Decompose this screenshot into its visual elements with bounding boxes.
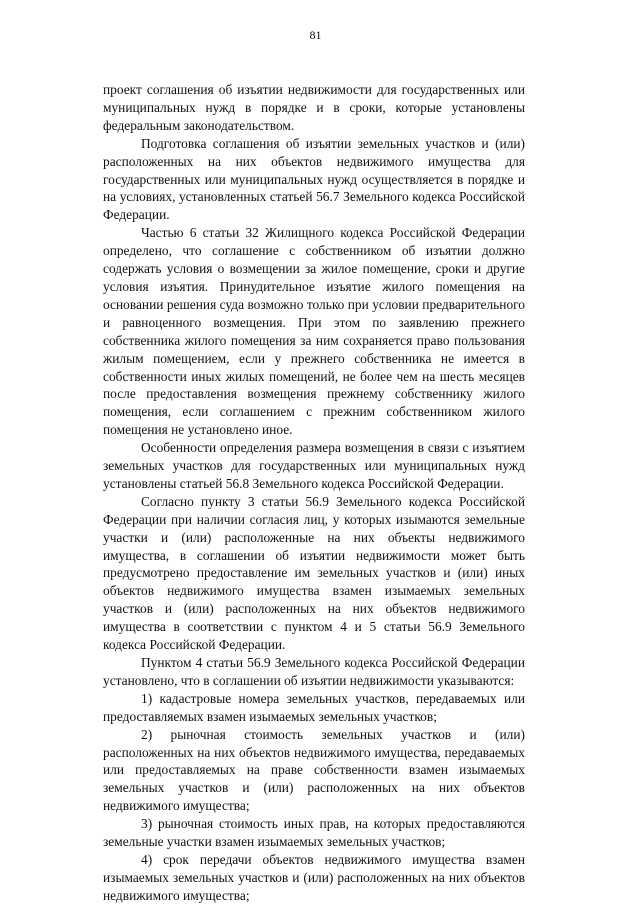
page-number: 81	[309, 28, 322, 42]
document-body	[103, 81, 525, 905]
list-item-1: 1) кадастровые номера земельных участков, передаваемых или предоставляемых взамен изымаемых земельных участков;	[103, 690, 525, 724]
list-item-4: 4) срок передачи объектов недвижимого имущества взамен изымаемых земельных участков и (или) расположенных на них объектов недвижимого имущества;	[103, 851, 525, 903]
paragraph-agreement-preparation: Подготовка соглашения об изъятии земельных участков и (или) расположенных на них объектов недвижимого имущества для государственных или муниципальных нужд осуществляется в порядке и на условиях, установленных статьей 56.7 Земельного кодекса Российской Федерации.	[103, 135, 525, 223]
list-item-2: 2) рыночная стоимость земельных участков и (или) расположенных на них объектов недвижимого имущества, передаваемых или предоставляемых на праве собственности взамен изымаемых земельных участков и (или) расположенных на них объектов недвижимого имущества;	[103, 726, 525, 814]
paragraph-clause-4-intro: Пунктом 4 статьи 56.9 Земельного кодекса Российской Федерации установлено, что в соглашении об изъятии недвижимости указываются:	[103, 655, 525, 688]
list-item-3: 3) рыночная стоимость иных прав, на которых предоставляются земельные участки взамен изымаемых земельных участков;	[103, 816, 525, 850]
paragraph-continuation: проект соглашения об изъятии недвижимости для государственных или муниципальных нужд в порядке и в сроки, которые установлены федеральным законодательством.	[103, 82, 525, 133]
paragraph-compensation-features: Особенности определения размера возмещения в связи с изъятием земельных участков для государственных или муниципальных нужд установлены статьей 56.8 Земельного кодекса Российской Федерации.	[103, 440, 525, 491]
paragraph-housing-code: Частью 6 статьи 32 Жилищного кодекса Российской Федерации определено, что соглашение с собственником об изъятии должно содержать условия о возмещении за жилое помещение, сроки и другие условия изъятия. Принудительное изъятие жилого помещения на основании решения суда возможно только при условии предварительного и равноценного возмещения. При этом по заявлению прежнего собственника жилого помещения за ним сохраняется право пользования жилым помещением, если у прежнего собственника не имеется в собственности иных жилых помещений, не более чем на шесть месяцев после предоставления возмещения прежнему собственнику жилого помещения, если соглашением с прежним собственником жилого помещения не установлено иное.	[103, 225, 525, 438]
paragraph-clause-3: Согласно пункту 3 статьи 56.9 Земельного кодекса Российской Федерации при наличии согласия лиц, у которых изымаются земельные участки и (или) расположенные на них объекты недвижимого имущества, в соглашении об изъятии недвижимости может быть предусмотрено предоставление им земельных участков и (или) иных объектов недвижимого имущества взамен изымаемых земельных участков и (или) расположенных на них объектов недвижимого имущества в соответствии с пунктом 4 и 5 статьи 56.9 Земельного кодекса Российской Федерации.	[103, 493, 525, 653]
